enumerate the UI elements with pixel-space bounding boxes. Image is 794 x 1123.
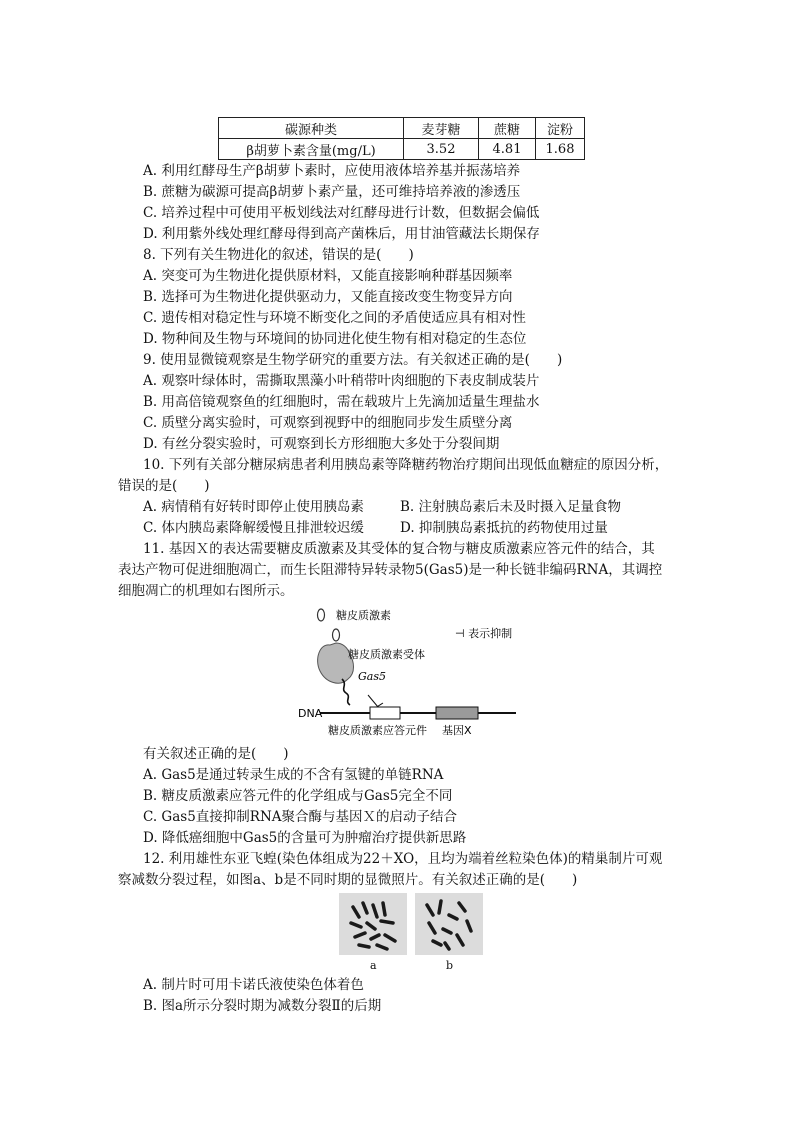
q7-option-c: C. 培养过程中可使用平板划线法对红酵母进行计数，但数据会偏低 [143, 205, 540, 221]
micrograph-a-caption: a [370, 959, 377, 972]
hormone-label: 糖皮质激素 [336, 609, 391, 622]
table-header-cell: 淀粉 [536, 118, 585, 139]
q10-option-d: D. 抑制胰岛素抵抗的药物使用过量 [400, 520, 608, 536]
q10-option-b: B. 注射胰岛素后未及时摄入足量食物 [400, 499, 622, 515]
hormone-molecule [333, 629, 340, 641]
q7-option-a: A. 利用红酵母生产β胡萝卜素时，应使用液体培养基并振荡培养 [143, 163, 521, 179]
q8-option-d: D. 物种间及生物与环境间的协同进化使生物有相对稳定的生态位 [143, 331, 527, 347]
q9-option-d: D. 有丝分裂实验时，可观察到长方形细胞大多处于分裂间期 [143, 436, 500, 452]
micrograph-a [339, 893, 407, 955]
q11-option-a: A. Gas5是通过转录生成的不含有氢键的单链RNA [143, 767, 444, 783]
gene-x-label: 基因X [442, 724, 472, 737]
gas5-rna-icon [342, 679, 350, 705]
table-cell: 1.68 [536, 139, 585, 160]
table-row [219, 139, 585, 160]
response-element-box [370, 707, 400, 719]
q9-option-a: A. 观察叶绿体时，需撕取黑藻小叶稍带叶肉细胞的下表皮制成装片 [143, 373, 540, 389]
q7-option-b: B. 蔗糖为碳源可提高β胡萝卜素产量，还可维持培养液的渗透压 [143, 184, 521, 200]
inhibit-legend: ⊣ 表示抑制 [455, 627, 513, 640]
q10-option-c: C. 体内胰岛素降解缓慢且排泄较迟缓 [143, 520, 364, 536]
q11-option-c: C. Gas5直接抑制RNA聚合酶与基因Ｘ的启动子结合 [143, 809, 458, 825]
q11-stem: 11. 基因Ｘ的表达需要糖皮质激素及其受体的复合物与糖皮质激素应答元件的结合，其 [143, 541, 655, 557]
q11-option-b: B. 糖皮质激素应答元件的化学组成与Gas5完全不同 [143, 788, 453, 804]
q12-stem: 12. 利用雄性东亚飞蝗(染色体组成为22＋XO，且均为端着丝粒染色体)的精巢制片可观 [143, 851, 663, 867]
micrograph-b [415, 893, 483, 955]
table-cell: 4.81 [479, 139, 536, 160]
micrograph-b-caption: b [446, 959, 454, 972]
table-header-row [219, 118, 585, 139]
table-header-cell: 麦芽糖 [404, 118, 479, 139]
q11-option-d: D. 降低癌细胞中Gas5的含量可为肿瘤治疗提供新思路 [143, 830, 467, 846]
q12-option-b: B. 图a所示分裂时期为减数分裂Ⅱ的后期 [143, 998, 382, 1014]
gas5-mechanism-diagram [290, 603, 530, 740]
q11-sub-stem: 有关叙述正确的是( ) [143, 746, 289, 762]
element-label: 糖皮质激素应答元件 [328, 724, 427, 737]
inhibition-arrow [368, 695, 378, 707]
q11-stem-cont-1: 表达产物可促进细胞凋亡，而生长阻滞特异转录物5(Gas5)是一种长链非编码RNA，其调控 [118, 562, 663, 578]
q9-stem: 9. 使用显微镜观察是生物学研究的重要方法。有关叙述正确的是( ) [143, 352, 563, 368]
q10-stem: 10. 下列有关部分糖尿病患者利用胰岛素等降糖药物治疗期间出现低血糖症的原因分析， [143, 457, 669, 473]
q8-option-a: A. 突变可为生物进化提供原材料，又能直接影响种群基因频率 [143, 268, 513, 284]
q9-option-b: B. 用高倍镜观察鱼的红细胞时，需在载玻片上先滴加适量生理盐水 [143, 394, 540, 410]
q10-stem-cont: 错误的是( ) [118, 478, 210, 494]
hormone-molecule [318, 609, 325, 621]
table-cell: β胡萝卜素含量(mg/L) [219, 139, 404, 160]
carbon-source-table [218, 117, 585, 160]
q10-option-a: A. 病情稍有好转时即停止使用胰岛素 [143, 499, 364, 515]
q8-option-b: B. 选择可为生物进化提供驱动力，又能直接改变生物变异方向 [143, 289, 513, 305]
q12-stem-cont: 察减数分裂过程，如图a、b是不同时期的显微照片。有关叙述正确的是( ) [118, 872, 578, 888]
gene-x-box [436, 707, 478, 719]
table-header-cell: 蔗糖 [479, 118, 536, 139]
q11-stem-cont-2: 细胞凋亡的机理如右图所示。 [118, 583, 294, 599]
gas5-label: Gas5 [358, 670, 386, 683]
q8-stem: 8. 下列有关生物进化的叙述，错误的是( ) [143, 247, 414, 263]
q12-option-a: A. 制片时可用卡诺氏液使染色体着色 [143, 977, 364, 993]
dna-label: DNA [298, 707, 323, 720]
q9-option-c: C. 质壁分离实验时，可观察到视野中的细胞同步发生质壁分离 [143, 415, 513, 431]
table-cell: 3.52 [404, 139, 479, 160]
receptor-label: 糖皮质激素受体 [348, 648, 425, 661]
q7-option-d: D. 利用紫外线处理红酵母得到高产菌株后，用甘油管藏法长期保存 [143, 226, 540, 242]
q8-option-c: C. 遗传相对稳定性与环境不断变化之间的矛盾使适应具有相对性 [143, 310, 526, 326]
table-header-cell: 碳源种类 [219, 118, 404, 139]
